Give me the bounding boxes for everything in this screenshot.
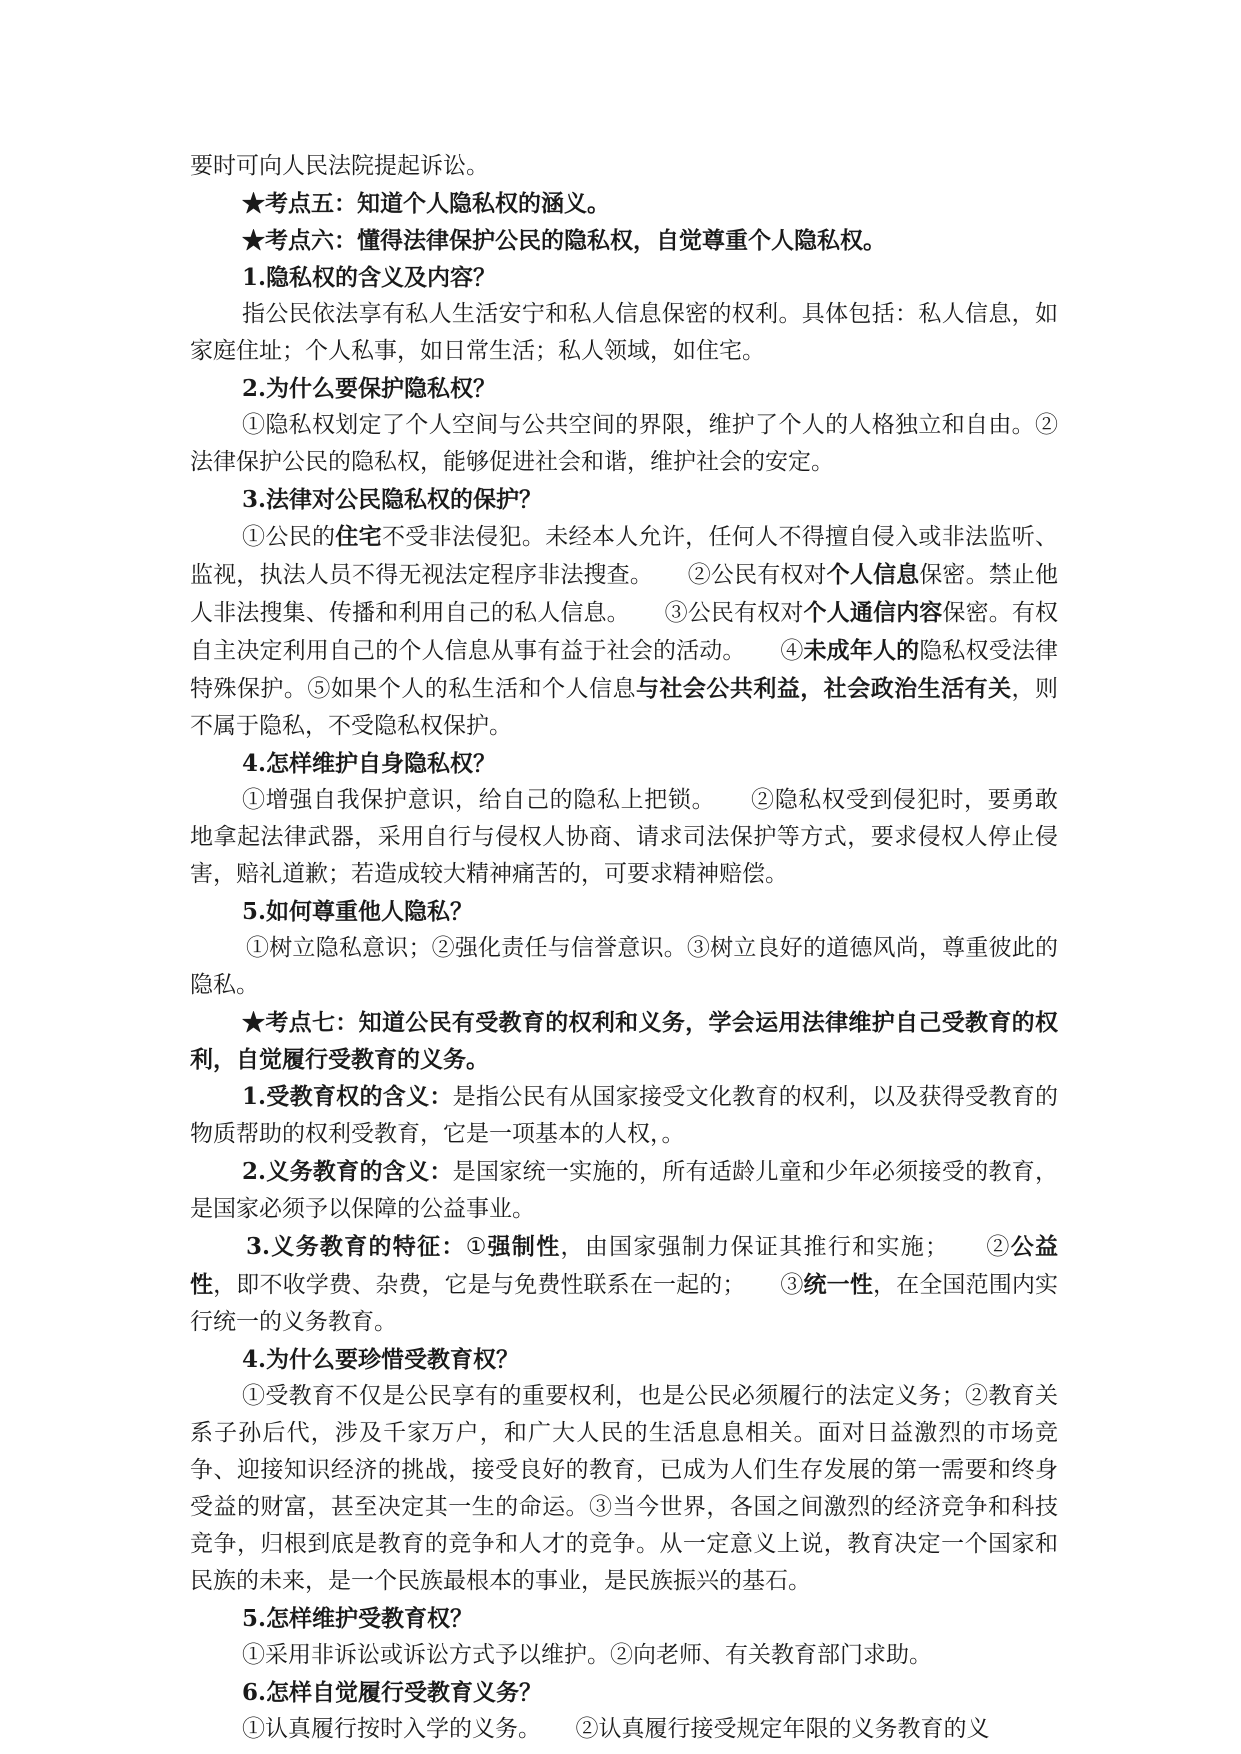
answer-maintain-privacy: ①增强自我保护意识，给自己的隐私上把锁。 ②隐私权受到侵犯时，要勇敢地拿起法律武器，采用自行与侵权人协商、请求司法保护等方式，要求侵权人停止侵害，赔礼道歉；若造成较大精神痛苦的，可要求精神赔偿。 (190, 787, 1058, 887)
question-maintain-education-right: 5.怎样维护受教育权？ (242, 1605, 474, 1632)
answer-privacy-meaning: 指公民依法享有私人生活安宁和私人信息保密的权利。具体包括：私人信息，如家庭住址；个人私事，如日常生活；私人领域，如住宅。 (190, 301, 1058, 364)
text-run: 是指公民有从国家接受文化教育的权利，以及获得受教育的物质帮助的权利受教育，它是一项基本的人权，。 (190, 1084, 1058, 1147)
question-fulfill-education-duty: 6.怎样自觉履行受教育义务？ (242, 1679, 543, 1706)
bold-term: 公益性 (190, 1233, 1059, 1298)
question-privacy-meaning: 1.隐私权的含义及内容？ (242, 264, 497, 291)
answer-respect-privacy: ①树立隐私意识；②强化责任与信誉意识。③树立良好的道德风尚，尊重彼此的隐私。 (190, 935, 1058, 998)
bold-term: 1.受教育权的含义： (242, 1083, 453, 1110)
text-run: 不受非法侵犯。未经本人允许，任何人不得擅自侵入或非法监听、监视，执法人员不得无视法定程序非法搜查。 ②公民有权对 (190, 524, 1059, 588)
question-cherish-education: 4.为什么要珍惜受教育权？ (242, 1346, 520, 1373)
text-run: 隐私权受法律特殊保护。⑤如果个人的私生活和个人信息 (190, 638, 1059, 702)
bold-term: 2.义务教育的含义： (242, 1158, 453, 1185)
bold-term: 统一性 (803, 1271, 873, 1298)
exam-point-5-heading: ★考点五：知道个人隐私权的涵义。 (242, 190, 610, 217)
answer-cherish-education: ①受教育不仅是公民享有的重要权利，也是公民必须履行的法定义务；②教育关系子孙后代，涉及千家万户，和广大人民的生活息息相关。面对日益激烈的市场竞争、迎接知识经济的挑战，接受良好的教育，已成为人们生存发展的第一需要和终身受益的财富，甚至决定其一生的命运。③当今世界，各国之间激烈的经济竞争和科技竞争，归根到底是教育的竞争和人才的竞争。从一定意义上说，教育决定一个国家和民族的未来，是一个民族最根本的事业，是民族振兴的基石。 (190, 1383, 1058, 1594)
exam-point-7-heading: ★考点七：知道公民有受教育的权利和义务，学会运用法律维护自己受教育的权利，自觉履行受教育的义务。 (190, 1009, 1058, 1073)
bold-term: 强制性 (487, 1233, 561, 1260)
bold-term: 个人信息 (826, 561, 920, 588)
question-maintain-privacy: 4.怎样维护自身隐私权？ (242, 750, 497, 777)
question-legal-protection: 3.法律对公民隐私权的保护？ (242, 486, 543, 513)
text-run: ，由国家强制力保证其推行和实施； ② (560, 1234, 1011, 1260)
bold-term: 未成年人的 (803, 637, 920, 664)
bold-term: 个人通信内容 (803, 599, 943, 626)
text-run: 保密。禁止他人非法搜集、传播和利用自己的私人信息。 ③公民有权对 (190, 562, 1059, 626)
text-run: 是国家统一实施的，所有适龄儿童和少年必须接受的教育，是国家必须予以保障的公益事业。 (190, 1159, 1058, 1222)
text-run: ，则不属于隐私，不受隐私权保护。 (190, 676, 1059, 739)
paragraph-lawsuit: 要时可向人民法院提起诉讼。 (190, 153, 489, 179)
paragraph-compulsory-education (190, 1153, 1058, 1228)
question-why-protect-privacy: 2.为什么要保护隐私权？ (242, 375, 497, 402)
bold-term: 与社会公共利益，社会政治生活有关 (635, 675, 1012, 702)
text-run: ① (465, 1234, 488, 1260)
text-run: ，即不收学费、杂费，它是与免费性联系在一起的； ③ (213, 1272, 804, 1298)
text-run: ①公民的 (242, 524, 336, 550)
answer-maintain-education-right: ①采用非诉讼或诉讼方式予以维护。②向老师、有关教育部门求助。 (242, 1642, 932, 1668)
document-page (190, 148, 1058, 1748)
paragraph-education-features (190, 1228, 1058, 1341)
answer-fulfill-education-duty: ①认真履行按时入学的义务。 ②认真履行接受规定年限的义务教育的义 (242, 1716, 990, 1742)
exam-point-6-heading: ★考点六：懂得法律保护公民的隐私权，自觉尊重个人隐私权。 (242, 227, 886, 254)
bold-term: 3.义务教育的特征： (246, 1233, 466, 1260)
text-run: ，在全国范围内实行统一的义务教育。 (190, 1272, 1059, 1335)
bold-term: 住宅 (335, 523, 382, 550)
paragraph-education-right (190, 1078, 1058, 1153)
question-respect-privacy: 5.如何尊重他人隐私？ (242, 898, 474, 925)
answer-why-protect-privacy: ①隐私权划定了个人空间与公共空间的界限，维护了个人的人格独立和自由。②法律保护公民的隐私权，能够促进社会和谐，维护社会的安定。 (190, 412, 1058, 475)
answer-legal-protection (190, 518, 1058, 745)
text-run: 保密。有权自主决定利用自己的个人信息从事有益于社会的活动。 ④ (190, 600, 1059, 664)
